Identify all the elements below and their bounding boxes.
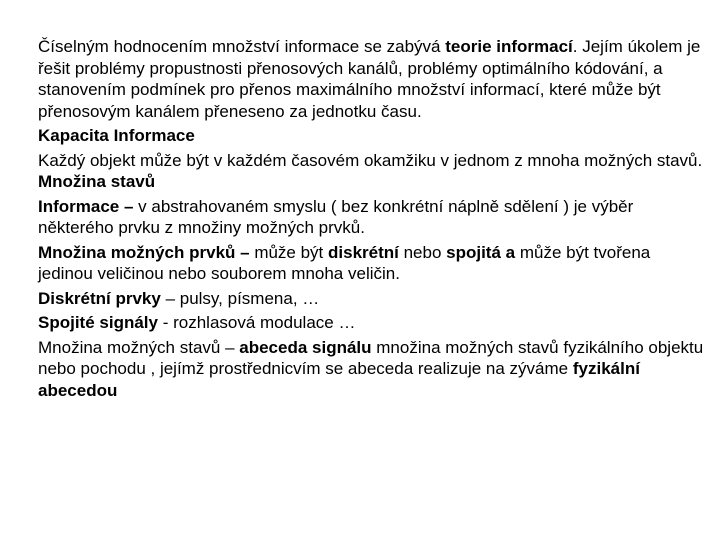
term-diskretni-prvky: Diskrétní prvky bbox=[38, 288, 161, 308]
text-run: může být bbox=[254, 242, 329, 262]
paragraph-teorie-informaci bbox=[38, 36, 704, 122]
text-run: – pulsy, písmena, … bbox=[160, 288, 320, 308]
term-teorie-informaci: teorie informací bbox=[445, 37, 573, 56]
paragraph-mnozina-moznych-prvku bbox=[38, 242, 704, 285]
paragraph-spojite-signaly bbox=[38, 312, 704, 334]
term-fyzikalni-abecedou: fyzikální abecedou bbox=[38, 359, 640, 400]
term-informace: Informace – bbox=[38, 196, 139, 216]
heading-kapacita-informace bbox=[38, 125, 704, 147]
text-run: nebo bbox=[398, 242, 447, 262]
term-spojita: spojitá a bbox=[446, 242, 516, 262]
heading-text: Kapacita Informace bbox=[38, 126, 195, 145]
term-mnozina-moznych-prvku: Množina možných prvků – bbox=[38, 242, 255, 262]
paragraph-abeceda-signalu bbox=[38, 337, 704, 402]
term-mnozina-stavu: Množina stavů bbox=[38, 172, 156, 191]
text-run: v abstrahovaném smyslu ( bez konkrétní náplně sdělení ) je výběr některého prvku z množiny možných prvků. bbox=[38, 196, 634, 237]
text-run: Číselným hodnocením množství informace se zabývá bbox=[38, 37, 446, 56]
text-run: Každý objekt může být v každém časovém okamžiku v jednom z mnoha možných stavů. bbox=[38, 150, 703, 170]
text-run: Množina možných stavů – bbox=[38, 337, 240, 357]
term-abeceda-signalu: abeceda signálu bbox=[239, 337, 372, 357]
text-run: - rozhlasová modulace … bbox=[157, 313, 356, 332]
text-run: může být tvořena jedinou veličinou nebo souborem mnoha veličin. bbox=[38, 242, 651, 283]
text-run: množina možných stavů fyzikálního objektu nebo pochodu , jejímž prostřednicvím se abeceda realizuje na zýváme bbox=[38, 337, 704, 378]
paragraph-mnozina-stavu bbox=[38, 150, 704, 193]
text-run: . Jejím úkolem je řešit problémy propustnosti přenosových kanálů, problémy optimálního kódování, a stanovením podmínek pro přenos maximálního množství informací, které může být přenosovým kanálem přeneseno za jednotku času. bbox=[38, 37, 701, 121]
slide-text-body bbox=[38, 36, 704, 404]
term-spojite-signaly: Spojité signály bbox=[38, 313, 158, 332]
paragraph-informace bbox=[38, 196, 704, 239]
term-diskretni: diskrétní bbox=[328, 242, 399, 262]
paragraph-diskretni-prvky bbox=[38, 288, 704, 310]
